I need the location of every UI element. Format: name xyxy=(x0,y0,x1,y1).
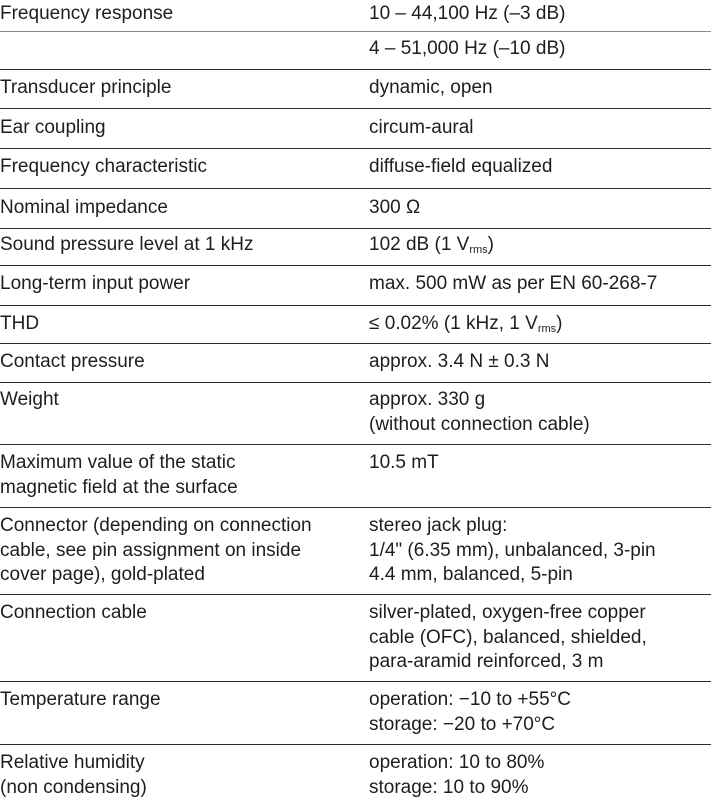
spec-value-connection-cable-line-2: cable (OFC), balanced, shielded, xyxy=(369,626,647,648)
row-divider xyxy=(0,343,711,344)
spec-value-connector-line-3: 4.4 mm, balanced, 5-pin xyxy=(369,564,573,585)
spec-label-transducer-principle: Transducer principle xyxy=(0,77,172,98)
spec-label-static-magnetic-field xyxy=(0,451,238,500)
spec-value-sound-pressure-level xyxy=(369,233,494,258)
spec-value-temperature-range-line-1: operation: −10 to +55°C xyxy=(369,689,571,710)
spec-label-temperature-range: Temperature range xyxy=(0,689,161,710)
row-divider xyxy=(0,188,711,189)
thd-value-main: ≤ 0.02% (1 kHz, 1 V xyxy=(369,313,538,334)
spec-label-contact-pressure: Contact pressure xyxy=(0,351,145,372)
spec-label-connector-line-1: Connector (depending on connection xyxy=(0,515,312,536)
spec-value-weight-line-2: (without connection cable) xyxy=(369,413,590,435)
spec-value-connector-line-2: 1/4" (6.35 mm), unbalanced, 3-pin xyxy=(369,539,656,561)
spec-label-frequency-response: Frequency response xyxy=(0,3,174,24)
spec-value-frequency-characteristic: diffuse-field equalized xyxy=(369,156,553,177)
spec-label-weight: Weight xyxy=(0,389,59,410)
inner-divider xyxy=(0,31,711,32)
spl-value-tail: ) xyxy=(487,234,494,255)
spec-label-connection-cable: Connection cable xyxy=(0,602,147,623)
row-divider xyxy=(0,744,711,745)
spec-label-sound-pressure-level: Sound pressure level at 1 kHz xyxy=(0,234,254,255)
spec-value-weight xyxy=(369,388,590,437)
spec-value-thd xyxy=(369,312,563,337)
spec-value-long-term-input-power: max. 500 mW as per EN 60-268-7 xyxy=(369,273,658,294)
spl-value-subscript: rms xyxy=(469,244,488,256)
spec-label-static-magnetic-field-line-2: magnetic field at the surface xyxy=(0,476,238,498)
spec-value-connection-cable-line-1: silver-plated, oxygen-free copper xyxy=(369,602,646,623)
spec-value-connection-cable-line-3: para-aramid reinforced, 3 m xyxy=(369,651,604,672)
spec-label-frequency-characteristic: Frequency characteristic xyxy=(0,156,207,177)
spec-value-relative-humidity-line-2: storage: 10 to 90% xyxy=(369,776,529,798)
spec-label-static-magnetic-field-line-1: Maximum value of the static xyxy=(0,452,236,473)
spec-label-relative-humidity xyxy=(0,751,147,800)
spec-label-thd: THD xyxy=(0,313,40,334)
spec-value-static-magnetic-field: 10.5 mT xyxy=(369,452,439,473)
row-divider xyxy=(0,69,711,70)
spec-value-weight-line-1: approx. 330 g xyxy=(369,389,486,410)
spec-label-ear-coupling: Ear coupling xyxy=(0,117,106,138)
spec-value-contact-pressure: approx. 3.4 N ± 0.3 N xyxy=(369,351,550,372)
spec-label-long-term-input-power: Long-term input power xyxy=(0,273,191,294)
row-divider xyxy=(0,444,711,445)
spec-label-connector xyxy=(0,514,312,588)
spec-value-frequency-response-1: 10 – 44,100 Hz (–3 dB) xyxy=(369,3,566,24)
spec-value-temperature-range-line-2: storage: −20 to +70°C xyxy=(369,713,556,735)
spec-label-relative-humidity-line-2: (non condensing) xyxy=(0,776,147,798)
spec-value-frequency-response-2: 4 – 51,000 Hz (–10 dB) xyxy=(369,38,566,59)
row-divider xyxy=(0,228,711,229)
thd-value-tail: ) xyxy=(556,313,563,334)
spec-label-relative-humidity-line-1: Relative humidity xyxy=(0,752,145,773)
spec-label-nominal-impedance: Nominal impedance xyxy=(0,197,168,218)
spec-value-nominal-impedance: 300 Ω xyxy=(369,197,421,218)
spec-value-ear-coupling: circum-aural xyxy=(369,117,474,138)
row-divider xyxy=(0,507,711,508)
spec-label-connector-line-3: cover page), gold-plated xyxy=(0,564,205,585)
row-divider xyxy=(0,681,711,682)
row-divider xyxy=(0,265,711,266)
spec-value-transducer-principle: dynamic, open xyxy=(369,77,493,98)
spec-value-relative-humidity-line-1: operation: 10 to 80% xyxy=(369,752,545,773)
row-divider xyxy=(0,148,711,149)
row-divider xyxy=(0,382,711,383)
spec-value-connector xyxy=(369,514,656,588)
row-divider xyxy=(0,594,711,595)
row-divider xyxy=(0,108,711,109)
spec-value-connector-line-1: stereo jack plug: xyxy=(369,515,508,536)
spec-value-temperature-range xyxy=(369,688,571,737)
thd-value-subscript: rms xyxy=(537,323,557,335)
spec-label-connector-line-2: cable, see pin assignment on inside xyxy=(0,539,302,561)
spec-value-connection-cable xyxy=(369,601,647,675)
spl-value-main: 102 dB (1 V xyxy=(369,234,470,255)
row-divider xyxy=(0,305,711,306)
spec-value-relative-humidity xyxy=(369,751,544,800)
